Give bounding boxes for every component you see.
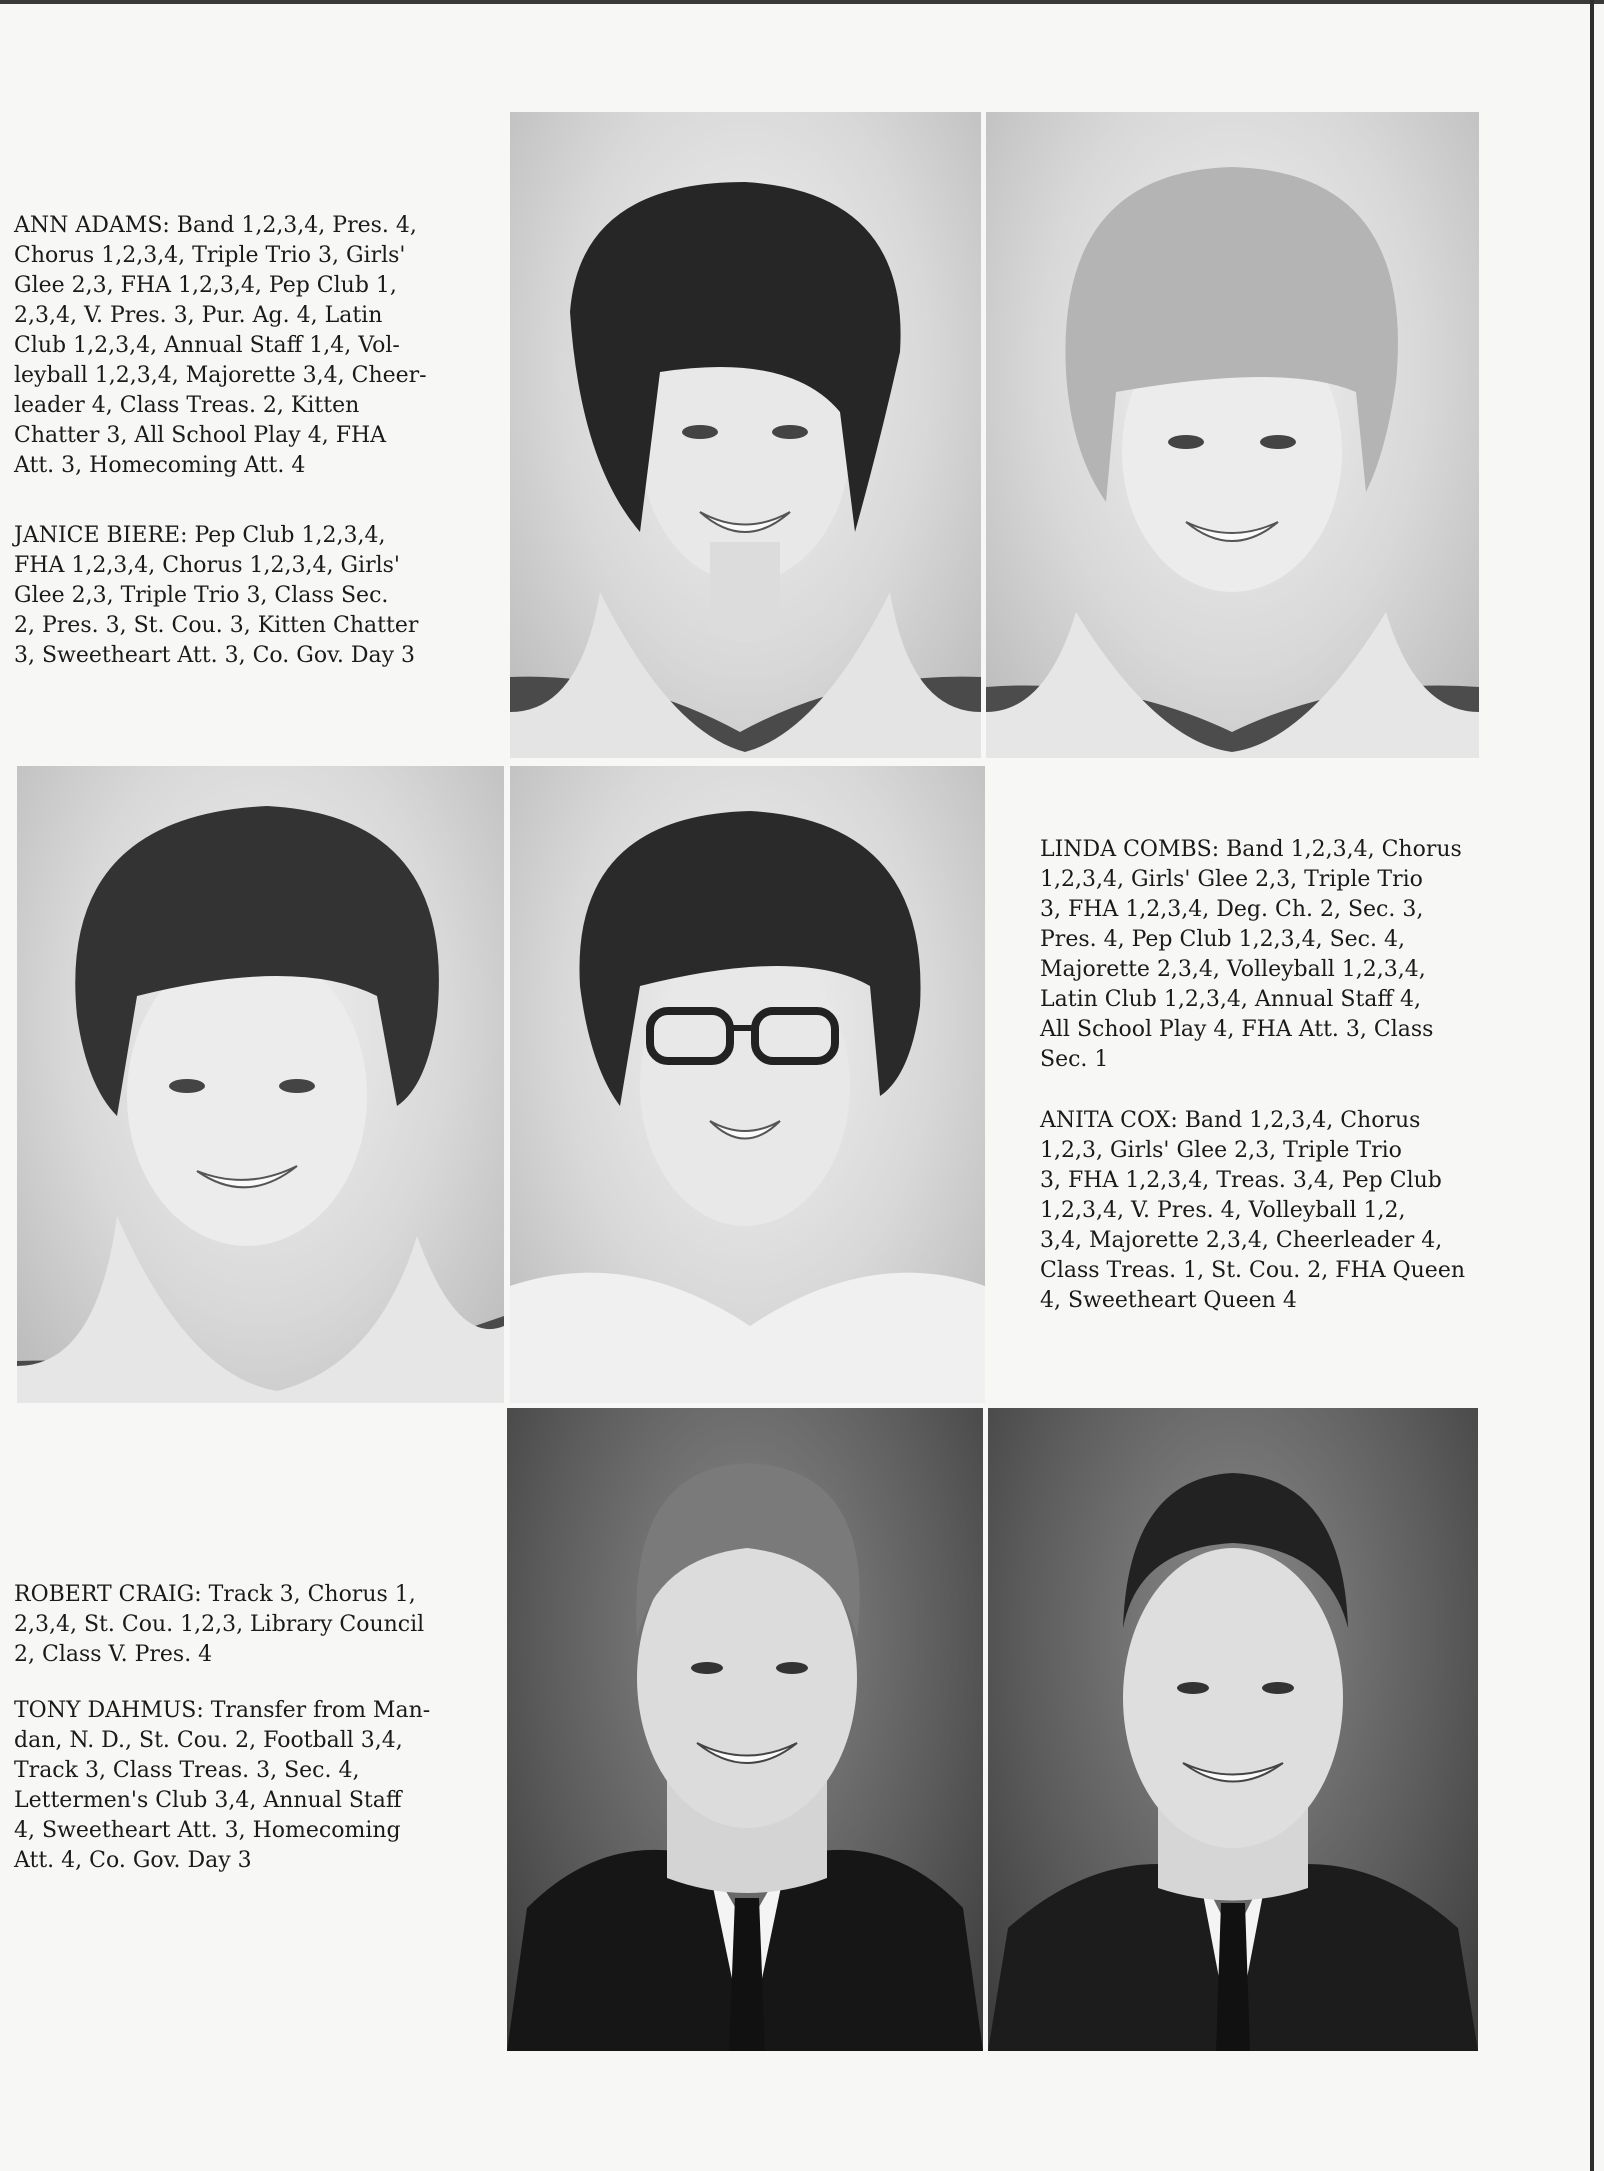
bio-line: 3,4, Majorette 2,3,4, Cheerleader 4, (1040, 1228, 1443, 1253)
bio-linda-combs (1040, 835, 1476, 1075)
bio-line: 2, Pres. 3, St. Cou. 3, Kitten Chatter (14, 613, 419, 638)
bio-line: Majorette 2,3,4, Volleyball 1,2,3,4, (1040, 957, 1426, 982)
bio-line: 1,2,3, Girls' Glee 2,3, Triple Trio (1040, 1138, 1402, 1163)
bio-line: 3, Sweetheart Att. 3, Co. Gov. Day 3 (14, 643, 416, 668)
bio-line: 1,2,3,4, V. Pres. 4, Volleyball 1,2, (1040, 1198, 1406, 1223)
portrait-ann-adams (510, 112, 981, 758)
bio-anita-cox (1040, 1106, 1476, 1316)
bio-line: Lettermen's Club 3,4, Annual Staff (14, 1788, 402, 1813)
bio-line: Att. 3, Homecoming Att. 4 (14, 453, 306, 478)
bio-line: leader 4, Class Treas. 2, Kitten (14, 393, 360, 418)
bio-line: 2,3,4, V. Pres. 3, Pur. Ag. 4, Latin (14, 303, 383, 328)
bio-line: Glee 2,3, Triple Trio 3, Class Sec. (14, 583, 389, 608)
bio-line: leyball 1,2,3,4, Majorette 3,4, Cheer- (14, 363, 427, 388)
bio-line: All School Play 4, FHA Att. 3, Class (1040, 1017, 1434, 1042)
bio-line: FHA 1,2,3,4, Chorus 1,2,3,4, Girls' (14, 553, 400, 578)
bio-line: 2, Class V. Pres. 4 (14, 1642, 213, 1667)
bio-janice-biere (14, 521, 450, 671)
bio-robert-craig (14, 1580, 450, 1670)
bio-line: 3, FHA 1,2,3,4, Deg. Ch. 2, Sec. 3, (1040, 897, 1424, 922)
bio-line: JANICE BIERE: Pep Club 1,2,3,4, (14, 523, 386, 548)
bio-line: Club 1,2,3,4, Annual Staff 1,4, Vol- (14, 333, 400, 358)
bio-line: Chatter 3, All School Play 4, FHA (14, 423, 387, 448)
bio-line: LINDA COMBS: Band 1,2,3,4, Chorus (1040, 837, 1462, 862)
bio-ann-adams (14, 211, 450, 481)
bio-line: ROBERT CRAIG: Track 3, Chorus 1, (14, 1582, 416, 1607)
bio-line: Chorus 1,2,3,4, Triple Trio 3, Girls' (14, 243, 406, 268)
bio-line: Class Treas. 1, St. Cou. 2, FHA Queen (1040, 1258, 1466, 1283)
bio-line: Track 3, Class Treas. 3, Sec. 4, (14, 1758, 360, 1783)
top-border (0, 0, 1604, 4)
portrait-robert-craig (507, 1408, 983, 2051)
portrait-linda-combs (17, 766, 504, 1403)
portrait-anita-cox (510, 766, 985, 1403)
bio-line: 4, Sweetheart Queen 4 (1040, 1288, 1297, 1313)
bio-tony-dahmus (14, 1696, 450, 1876)
bio-line: 2,3,4, St. Cou. 1,2,3, Library Council (14, 1612, 425, 1637)
bio-line: 1,2,3,4, Girls' Glee 2,3, Triple Trio (1040, 867, 1423, 892)
bio-line: 3, FHA 1,2,3,4, Treas. 3,4, Pep Club (1040, 1168, 1442, 1193)
right-border (1590, 0, 1594, 2171)
bio-line: Att. 4, Co. Gov. Day 3 (14, 1848, 252, 1873)
bio-line: ANN ADAMS: Band 1,2,3,4, Pres. 4, (14, 213, 417, 238)
bio-line: 4, Sweetheart Att. 3, Homecoming (14, 1818, 401, 1843)
bio-line: Pres. 4, Pep Club 1,2,3,4, Sec. 4, (1040, 927, 1405, 952)
bio-line: ANITA COX: Band 1,2,3,4, Chorus (1040, 1108, 1421, 1133)
bio-line: TONY DAHMUS: Transfer from Man- (14, 1698, 431, 1723)
bio-line: Sec. 1 (1040, 1047, 1109, 1072)
bio-line: Latin Club 1,2,3,4, Annual Staff 4, (1040, 987, 1422, 1012)
bio-line: Glee 2,3, FHA 1,2,3,4, Pep Club 1, (14, 273, 397, 298)
bio-line: dan, N. D., St. Cou. 2, Football 3,4, (14, 1728, 403, 1753)
portrait-tony-dahmus (988, 1408, 1478, 2051)
portrait-janice-biere (986, 112, 1479, 758)
